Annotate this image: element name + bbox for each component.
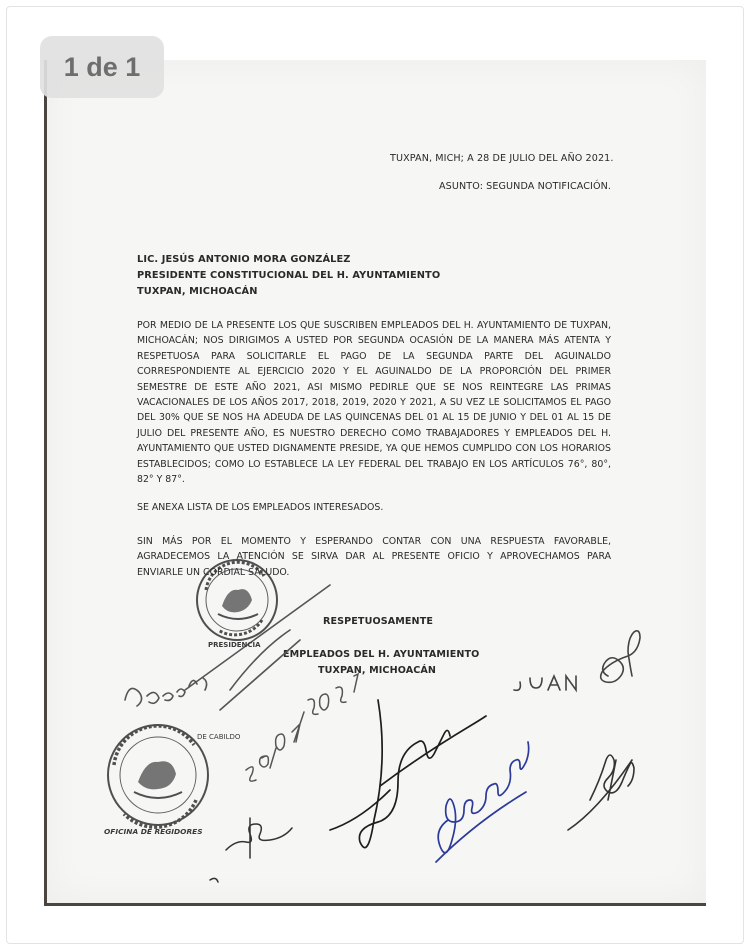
signature-blue	[436, 742, 529, 862]
body-paragraph-request: POR MEDIO DE LA PRESENTE LOS QUE SUSCRIBEN EMPLEADOS DEL H. AYUNTAMIENTO DE TUXPAN, MICHOACÁN; NOS DIRIGIMOS A USTED POR SEGUNDA OCASIÓN DE LA MANERA MÁS ATENTA Y RESPETUOSA PARA SOLICITARLE EL PAGO DE LA SEGUNDA PARTE DEL AGUINALDO CORRESPONDIENTE AL EJERCICIO 2020 Y EL AGUINALDO DE LA PROPORCIÓN DEL PRIMER SEMESTRE DE ESTE AÑO 2021, ASI MISMO PEDIRLE QUE SE NOS REINTEGRE LAS PRIMAS VACACIONALES DE LOS AÑOS 2017, 2018, 2019, 2020 Y 2021, A SU VEZ LE SOLICITAMOS EL PAGO DEL 30% QUE SE NOS HA ADEUDA DE LAS QUINCENAS DEL 01 AL 15 DE JUNIO Y DEL 01 AL 15 DE JULIO DEL PRESENTE AÑO, ES NUESTRO DERECHO COMO TRABAJADORES Y EMPLEADOS DEL H. AYUNTAMIENTO QUE USTED DIGNAMENTE PRESIDE, YA QUE HEMOS CUMPLIDO CON LOS HORARIOS ESTABLECIDOS; COMO LO ESTABLECE LA LEY FEDERAL DEL TRABAJO EN LOS ARTÍCULOS 76°, 80°, 82° Y 87°.	[137, 320, 611, 486]
recipient-location: TUXPAN, MICHOACÁN	[137, 286, 258, 297]
cabildo-stamp-label: DE CABILDO	[197, 733, 241, 741]
recipient-title: PRESIDENTE CONSTITUCIONAL DEL H. AYUNTAMIENTO	[137, 270, 441, 281]
presidencia-stamp-label: PRESIDENCIA	[208, 641, 261, 649]
juan-handwriting	[514, 631, 640, 690]
body-paragraph-annex: SE ANEXA LISTA DE LOS EMPLEADOS INTERESADOS.	[137, 502, 384, 513]
subject-line: ASUNTO: SEGUNDA NOTIFICACIÓN.	[439, 181, 612, 192]
handwritten-date	[246, 674, 358, 781]
regidores-seal	[108, 725, 208, 827]
page-indicator: 1 de 1	[40, 36, 164, 98]
closing-respectfully: RESPETUOSAMENTE	[323, 616, 433, 627]
recipient-name: LIC. JESÚS ANTONIO MORA GONZÁLEZ	[137, 254, 351, 265]
signatory-line-2: TUXPAN, MICHOACÁN	[318, 665, 437, 676]
signature-bottom-left	[210, 818, 292, 882]
body-paragraph-farewell: SIN MÁS POR EL MOMENTO Y ESPERANDO CONTAR CON UNA RESPUESTA FAVORABLE, AGRADECEMOS LA ATENCIÓN SE SIRVA DAR AL PRESENTE OFICIO Y APROVECHAMOS PARA ENVIARLE UN CORDIAL SALUDO.	[137, 536, 611, 578]
place-date: TUXPAN, MICH; A 28 DE JULIO DEL AÑO 2021.	[390, 153, 614, 164]
regidores-stamp-label: OFICINA DE REGIDORES	[104, 827, 203, 836]
presidencia-seal	[197, 560, 277, 640]
signature-black	[330, 700, 486, 848]
signatory-line-1: EMPLEADOS DEL H. AYUNTAMIENTO	[283, 649, 480, 660]
signature-right	[568, 755, 634, 830]
